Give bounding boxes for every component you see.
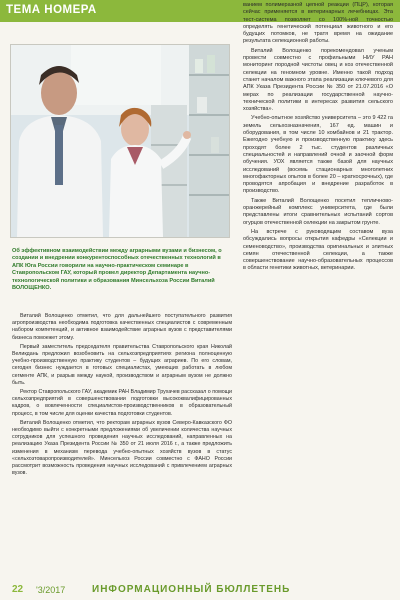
paragraph: ванием полимеразной цепной реакции (ПЦР), которая сейчас применяется в ветеринарных лечебницах. Эта тест-система позволяет со 100%-ной точностью определять генетический потенциал животного и его будущих потомков, не тратя время на ожидание результата селекционной работы. xyxy=(243,2,393,45)
section-title: ТЕМА НОМЕРА xyxy=(6,4,97,16)
photo-illustration xyxy=(11,45,229,237)
issue-number: '3/2017 xyxy=(36,585,66,595)
article-photo xyxy=(10,44,230,238)
publication-title: ИНФОРМАЦИОННЫЙ БЮЛЛЕТЕНЬ xyxy=(92,584,291,595)
photo-caption: Об эффективном взаимодействии между аграрными вузами и бизнесом, о создании и внедрении конкурентоспособных отечественных технологий в АПК Юга России говорили на научно-практическом семинаре в Ставропольском ГАУ, который провел директор Департамента научно-технологической политики и образования Минсельхоза России Виталий ВОЛОЩЕНКО. xyxy=(12,248,222,292)
paragraph: Виталий Волощенко отметил, что для дальнейшего поступательного развития агропроизводства необходима подготовка качественных специалистов с современным набором компетенций, и активное взаимодействие аграрных вузов с представителями бизнеса помоежет этому. xyxy=(12,313,232,341)
paragraph: Виталий Волощенко отметил, что ректорам аграрных вузов Северо-Кавказского ФО необходимо выйти с конкретными предложениями об увеличении количества научных сотрудников для успешного проведения научных исследований, направленных на реализацию Указа Президента России № 350 от 21 июля 2016 г., а также предложить изменения в механизм перевода учебно-опытных хозяйств вузов в статус «сельхозтоваропроизводителей». Минсельхоз России совместно с ФАНО России рассмотрит возможность проведения научных исследований с привлечением аграрных вузов. xyxy=(12,419,232,477)
article-body-left xyxy=(12,313,232,479)
paragraph: Виталий Волощенко порекомендовал ученым провести совместно с профильными НИУ РАН мониторинг породной чистоты овец и коз отечественной селекции на геномном уровне. Именно такой подход станет началом важного этапа реализации ключевого для АПК Указа Президента России № 350 от 21.07.2016 «О мерах по реализации государственной научно-технической политики в интересах развития сельского хозяйства». xyxy=(243,47,393,113)
paragraph: На встрече с руководящим составом вуза обсуждались вопросы открытия кафедры «Селекции и семеноводство», производства оригинальных и элитных семян отечественной селекции, а также совершенствование научно-образовательных процессов в области генетики животных, ветеринарии. xyxy=(243,228,393,272)
page-footer xyxy=(0,582,400,600)
paragraph: Также Виталий Волощенко посетил тепличново-оранжерейный комплекс университета, где были представлены итоги сравнительных испытаний сортов огурцов отечественной селекции на закрытом грунте. xyxy=(243,197,393,226)
paragraph: Первый заместитель председателя правительства Ставропольского края Николай Великдань предложил возобновить на сельхозпредприятиях региона полноценную учебно-производственную практику студентов – будущих аграриев. По его словам, сегодня бизнес нуждается в готовых специалистах, умеющих работать в любом сегменте АПК, и разрыв между наукой, производством и аграрным вузом не должно быть. xyxy=(12,343,232,386)
paragraph: Учебно-опытное хозяйство университета – это 9 422 га земель сельхозназначения, 167 ед. машин и оборудования, в том числе 10 комбайнов и 21 трактор. Ежегодно учебную и производственную практику здесь проходят более 2 тыс. студентов различных специальностей и направлений очной и заочной форм обучения. УОХ является также базой для научных исследований (восемь стационарных многолетних многофакторных опытов в более 20 – краткосрочных), где проводятся апробация и внедрение разработок в производство. xyxy=(243,115,393,195)
page-number: 22 xyxy=(12,584,24,595)
paragraph: Ректор Ставропольского ГАУ, академик РАН Владимир Трухачев рассказал о помощи сельхозпредприятий в совершенствовании подготовки высококвалифицированных кадров, о вовлеченности специалистов-производственников в образовательный процесс, в том числе для оценки качества подготовки студентов. xyxy=(12,389,232,417)
article-body-right xyxy=(243,2,393,275)
